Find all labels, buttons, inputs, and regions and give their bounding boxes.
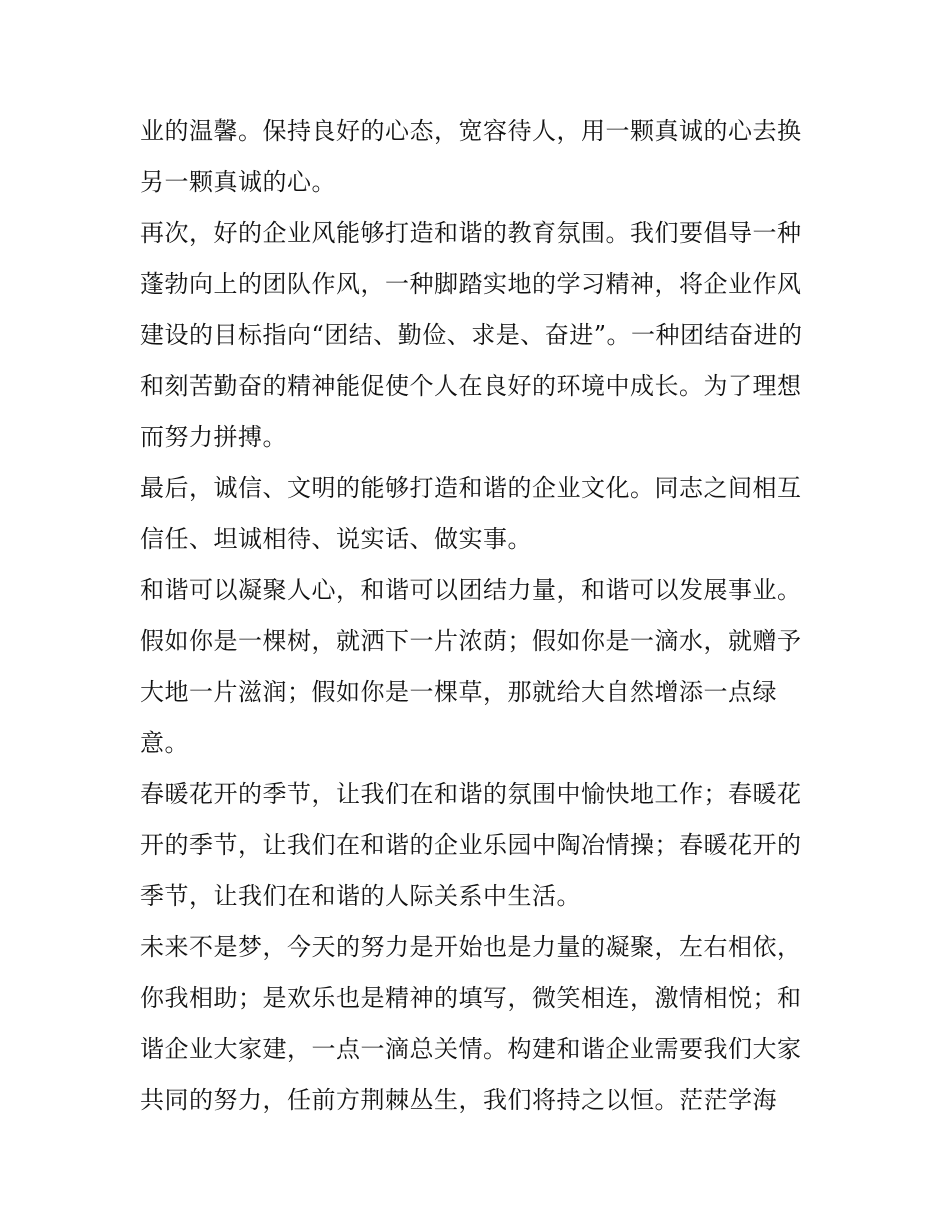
- text-line: 建设的目标指向“团结、勤俭、求是、奋进”。一种团结奋进的: [140, 321, 803, 349]
- text-line: 共同的努力，任前方荆棘丛生，我们将持之以恒。茫茫学海: [140, 1086, 777, 1114]
- text-line: 业的温馨。保持良好的心态，宽容待人，用一颗真诚的心去换: [140, 117, 802, 145]
- body-text: [140, 106, 830, 1126]
- text-line: 最后，诚信、文明的能够打造和谐的企业文化。同志之间相互: [140, 474, 802, 502]
- text-line: 未来不是梦，今天的努力是开始也是力量的凝聚，左右相依，: [140, 933, 802, 961]
- text-line: 大地一片滋润；假如你是一棵草，那就给大自然增添一点绿: [140, 678, 777, 706]
- text-line: 再次，好的企业风能够打造和谐的教育氛围。我们要倡导一种: [140, 219, 802, 247]
- text-line: 假如你是一棵树，就洒下一片浓荫；假如你是一滴水，就赠予: [140, 627, 802, 655]
- text-line: 信任、坦诚相待、说实话、做实事。: [140, 525, 532, 553]
- text-line: 开的季节，让我们在和谐的企业乐园中陶冶情操；春暖花开的: [140, 831, 802, 859]
- text-line: 季节，让我们在和谐的人际关系中生活。: [140, 882, 581, 910]
- text-line: 春暖花开的季节，让我们在和谐的氛围中愉快地工作；春暖花: [140, 780, 802, 808]
- text-line: 蓬勃向上的团队作风，一种脚踏实地的学习精神，将企业作风: [140, 270, 802, 298]
- text-line: 谐企业大家建，一点一滴总关情。构建和谐企业需要我们大家: [140, 1035, 802, 1063]
- text-line: 你我相助；是欢乐也是精神的填写，微笑相连，激情相悦；和: [140, 984, 802, 1012]
- text-line: 和谐可以凝聚人心，和谐可以团结力量，和谐可以发展事业。: [140, 576, 802, 604]
- text-line: 另一颗真诚的心。: [140, 168, 336, 196]
- text-line: 意。: [140, 729, 189, 757]
- text-line: 而努力拼搏。: [140, 423, 287, 451]
- text-line: 和刻苦勤奋的精神能促使个人在良好的环境中成长。为了理想: [140, 372, 802, 400]
